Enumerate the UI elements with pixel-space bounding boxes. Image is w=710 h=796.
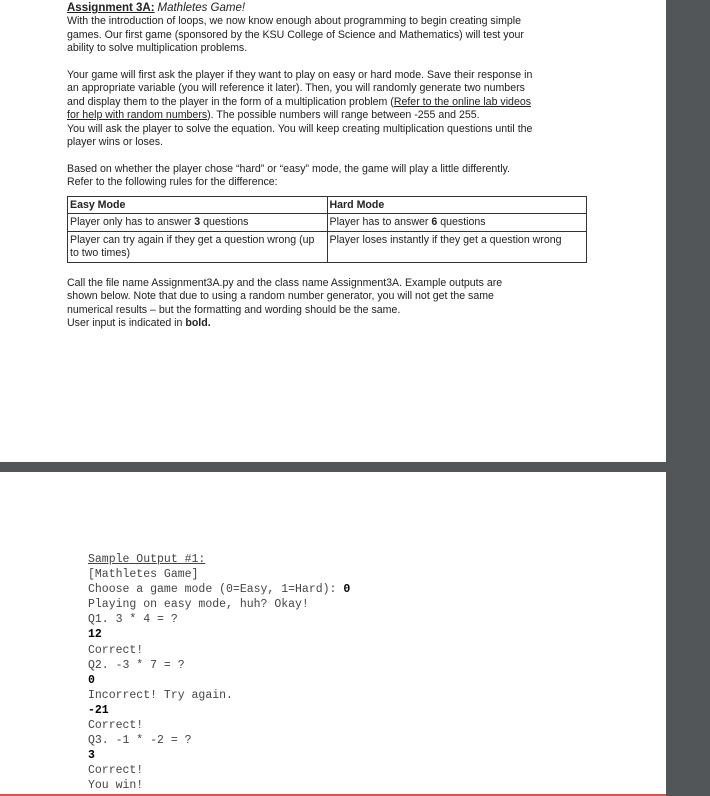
bold-word: bold. [185,317,211,330]
easy-questions-cell [68,214,328,232]
para4-line-2: shown below. Note that due to using a random number generator, you will not get the same [67,290,494,303]
para2-line-3-text: and display them to the player in the form of a multiplication problem ( [67,95,394,108]
assignment-text [67,2,597,330]
easy-retry-cell: Player can try again if they get a question wrong (up to two times) [68,232,328,263]
viewer-scroll-area[interactable] [667,0,710,796]
para4-line-3: numerical results – but the formatting and wording should be the same. [67,303,401,316]
sample-output-heading: Sample Output #1: [88,553,206,566]
mode-rules-table [67,196,587,263]
para2-line-5: You will ask the player to solve the equation. You will keep creating multiplication questions until the [67,122,533,135]
para2-line-2: an appropriate variable (you will reference it later). Then, you will randomly generate two numbers [67,82,525,95]
console-line: You win! [88,779,144,793]
console-line: Q3. -1 * -2 = ? [88,734,192,748]
user-input: -21 [88,703,109,717]
console-line: Correct! [88,719,144,733]
user-input-note: User input is indicated in [67,317,186,330]
para2-line-6: player wins or loses. [67,136,163,149]
hard-questions-suffix: questions [437,216,486,229]
hard-mode-header: Hard Mode [327,196,587,214]
para3-line-2: Refer to the following rules for the difference: [67,176,278,189]
para2-line-3 [67,96,597,109]
document-page-2 [0,472,666,796]
hard-questions-cell [327,214,587,232]
hard-lose-cell: Player loses instantly if they get a question wrong [327,232,587,263]
user-input: 12 [88,628,102,642]
para4-line-1: Call the file name Assignment3A.py and the class name Assignment3A. Example outputs are [67,276,503,289]
console-line: Correct! [88,764,144,778]
console-line: Q1. 3 * 4 = ? [88,613,178,627]
console-line: Q2. -3 * 7 = ? [88,658,185,672]
table-row [68,232,587,263]
easy-mode-header: Easy Mode [68,196,328,214]
easy-questions-text: Player only has to answer [70,216,195,229]
assignment-subtitle: Mathletes Game! [157,2,246,14]
para2-line-4 [67,109,597,122]
para2-line-4-text: ). The possible numbers will range between -255 and 255. [207,109,480,122]
intro-line-1: With the introduction of loops, we now know enough about programming to begin creating simple [67,15,522,28]
intro-line-3: ability to solve multiplication problems. [67,42,248,55]
para3-line-1: Based on whether the player chose “hard” or “easy” mode, the game will play a little differently. [67,162,511,175]
random-numbers-link[interactable]: for help with random numbers [67,109,208,122]
console-line: [Mathletes Game] [88,568,199,582]
sample-output [88,552,350,794]
console-line: Choose a game mode (0=Easy, 1=Hard): [88,583,344,597]
intro-line-2: games. Our first game (sponsored by the KSU College of Science and Mathematics) will test your [67,28,524,41]
assignment-heading [67,2,597,15]
table-header-row [68,196,587,214]
table-row [68,214,587,232]
console-line: Incorrect! Try again. [88,688,233,702]
user-input: 0 [343,583,351,597]
para2-line-1: Your game will first ask the player if they want to play on easy or hard mode. Save their response in [67,69,533,82]
console-line: Correct! [88,643,144,657]
console-line: Playing on easy mode, huh? Okay! [88,598,309,612]
user-input: 3 [88,749,95,763]
hard-questions-count: 6 [431,216,438,229]
assignment-title: Assignment 3A: [67,2,155,14]
lab-videos-link[interactable]: Refer to the online lab videos [393,95,532,108]
easy-questions-count: 3 [194,216,201,229]
para4-line-4 [67,317,597,330]
easy-questions-suffix: questions [200,216,249,229]
hard-questions-text: Player has to answer [329,216,432,229]
user-input: 0 [88,673,95,687]
